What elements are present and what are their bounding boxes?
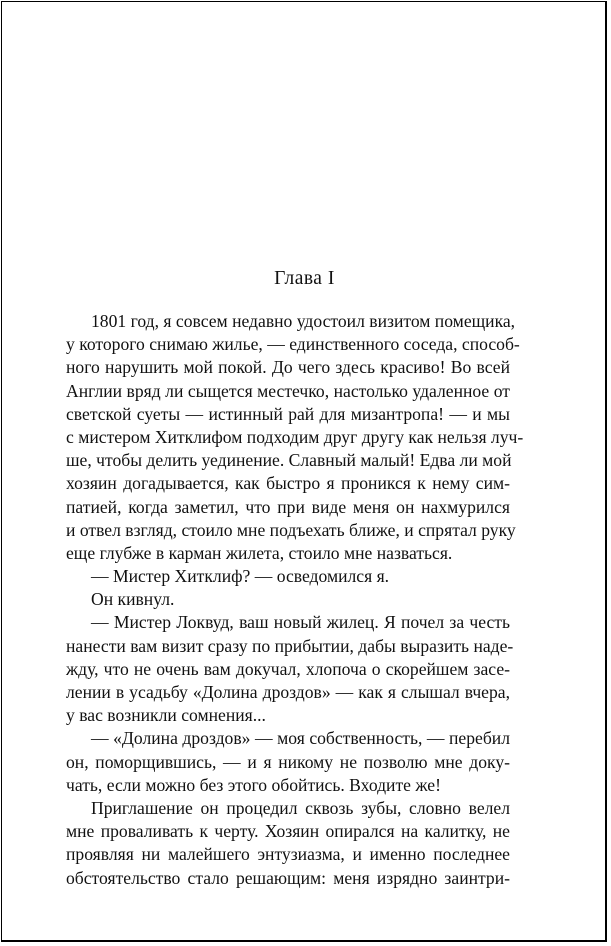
chapter-title: Глава I: [274, 268, 335, 289]
text-line: — «Долина дроздов» — моя собственность, — перебил: [91, 728, 510, 749]
text-line: проявляя ни малейшего энтузиазма, и именно последнее: [66, 844, 510, 865]
body-text: [66, 310, 524, 890]
text-line: Приглашение он процедил сквозь зубы, словно велел: [91, 797, 510, 818]
text-line: Он кивнул.: [91, 589, 175, 610]
text-line: патией, когда заметил, что при виде меня он нахмурился: [66, 496, 510, 517]
text-line: ше, чтобы делить уединение. Славный малый! Едва ли мой: [66, 450, 512, 471]
text-line: чать, если можно без этого обойтись. Входите же!: [66, 774, 441, 795]
text-line: светской суеты — истинный рай для мизантропа! — и мы: [66, 403, 510, 424]
text-line: у вас возникли сомнения...: [66, 705, 266, 726]
text-line: и отвел взгляд, стоило мне подъехать ближе, и спрятал руку: [66, 519, 516, 540]
text-line: ного нарушить мой покой. До чего здесь красиво! Во всей: [66, 357, 510, 378]
text-line: обстоятельство стало решающим: меня изрядно заинтри-: [66, 867, 510, 888]
text-line: — Мистер Локвуд, ваш новый жилец. Я почел за честь: [91, 612, 510, 633]
text-line: лении в усадьбу «Долина дроздов» — как я слышал вчера,: [66, 682, 510, 702]
text-line: нанести вам визит сразу по прибытии, дабы выразить наде-: [66, 635, 514, 656]
text-line: у которого снимаю жилье, — единственного соседа, способ-: [66, 334, 520, 355]
text-line: жду, что не очень вам докучал, хлопоча о скорейшем засе-: [66, 658, 510, 679]
text-line: Англии вряд ли сыщется местечко, настолько удаленное от: [66, 380, 510, 401]
text-line: еще глубже в карман жилета, стоило мне назваться.: [66, 542, 453, 563]
text-line: с мистером Хитклифом подходим друг другу как нельзя луч-: [66, 426, 524, 447]
text-line: 1801 год, я совсем недавно удостоил визитом помещика,: [91, 311, 516, 331]
text-line: — Мистер Хитклиф? — осведомился я.: [91, 566, 390, 587]
text-line: мне проваливать к черту. Хозяин опирался на калитку, не: [66, 821, 510, 842]
text-line: он, поморщившись, — и я никому не позволю мне доку-: [66, 751, 510, 772]
text-line: хозяин догадывается, как быстро я проникся к нему сим-: [66, 473, 510, 494]
